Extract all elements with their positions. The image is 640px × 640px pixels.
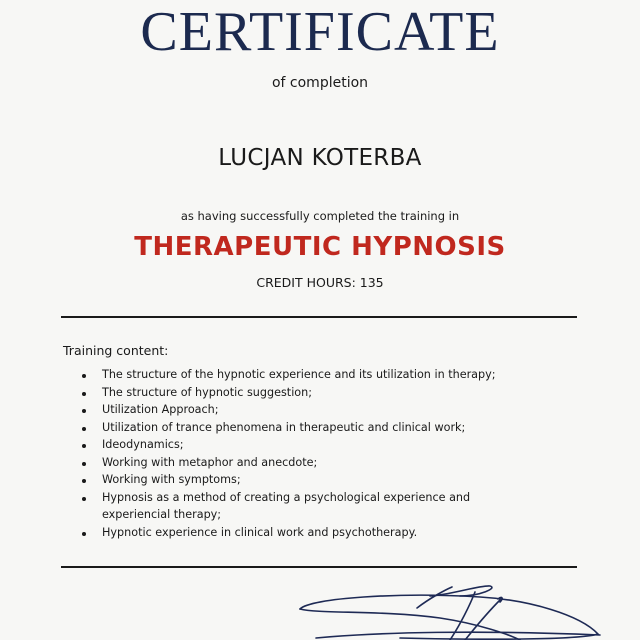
list-item: Hypnosis as a method of creating a psychological experience and experiencial therapy; <box>82 489 532 524</box>
certificate-subtitle: of completion <box>271 75 369 91</box>
list-item: Working with symptoms; <box>82 471 532 489</box>
list-item: Working with metaphor and anecdote; <box>82 454 532 472</box>
divider-top <box>61 316 577 318</box>
list-item: The structure of the hypnotic experience and its utilization in therapy; <box>82 366 532 384</box>
signature-icon <box>280 580 610 640</box>
training-content-label: Training content: <box>63 343 169 358</box>
list-item: Utilization Approach; <box>82 401 532 419</box>
list-item: Hypnotic experience in clinical work and psychotherapy. <box>82 524 532 542</box>
date-fragment <box>70 636 73 640</box>
recipient-name: LUCJAN KOTERBA <box>218 145 422 171</box>
list-item: The structure of hypnotic suggestion; <box>82 384 532 402</box>
divider-bottom <box>61 566 577 568</box>
certificate-title: CERTIFICATE <box>140 1 500 63</box>
credit-hours: CREDIT HOURS: 135 <box>256 275 384 290</box>
intro-text: as having successfully completed the training in <box>180 209 460 223</box>
training-content-list <box>82 366 532 541</box>
course-title: THERAPEUTIC HYPNOSIS <box>134 232 506 262</box>
list-item: Ideodynamics; <box>82 436 532 454</box>
list-item: Utilization of trance phenomena in therapeutic and clinical work; <box>82 419 532 437</box>
